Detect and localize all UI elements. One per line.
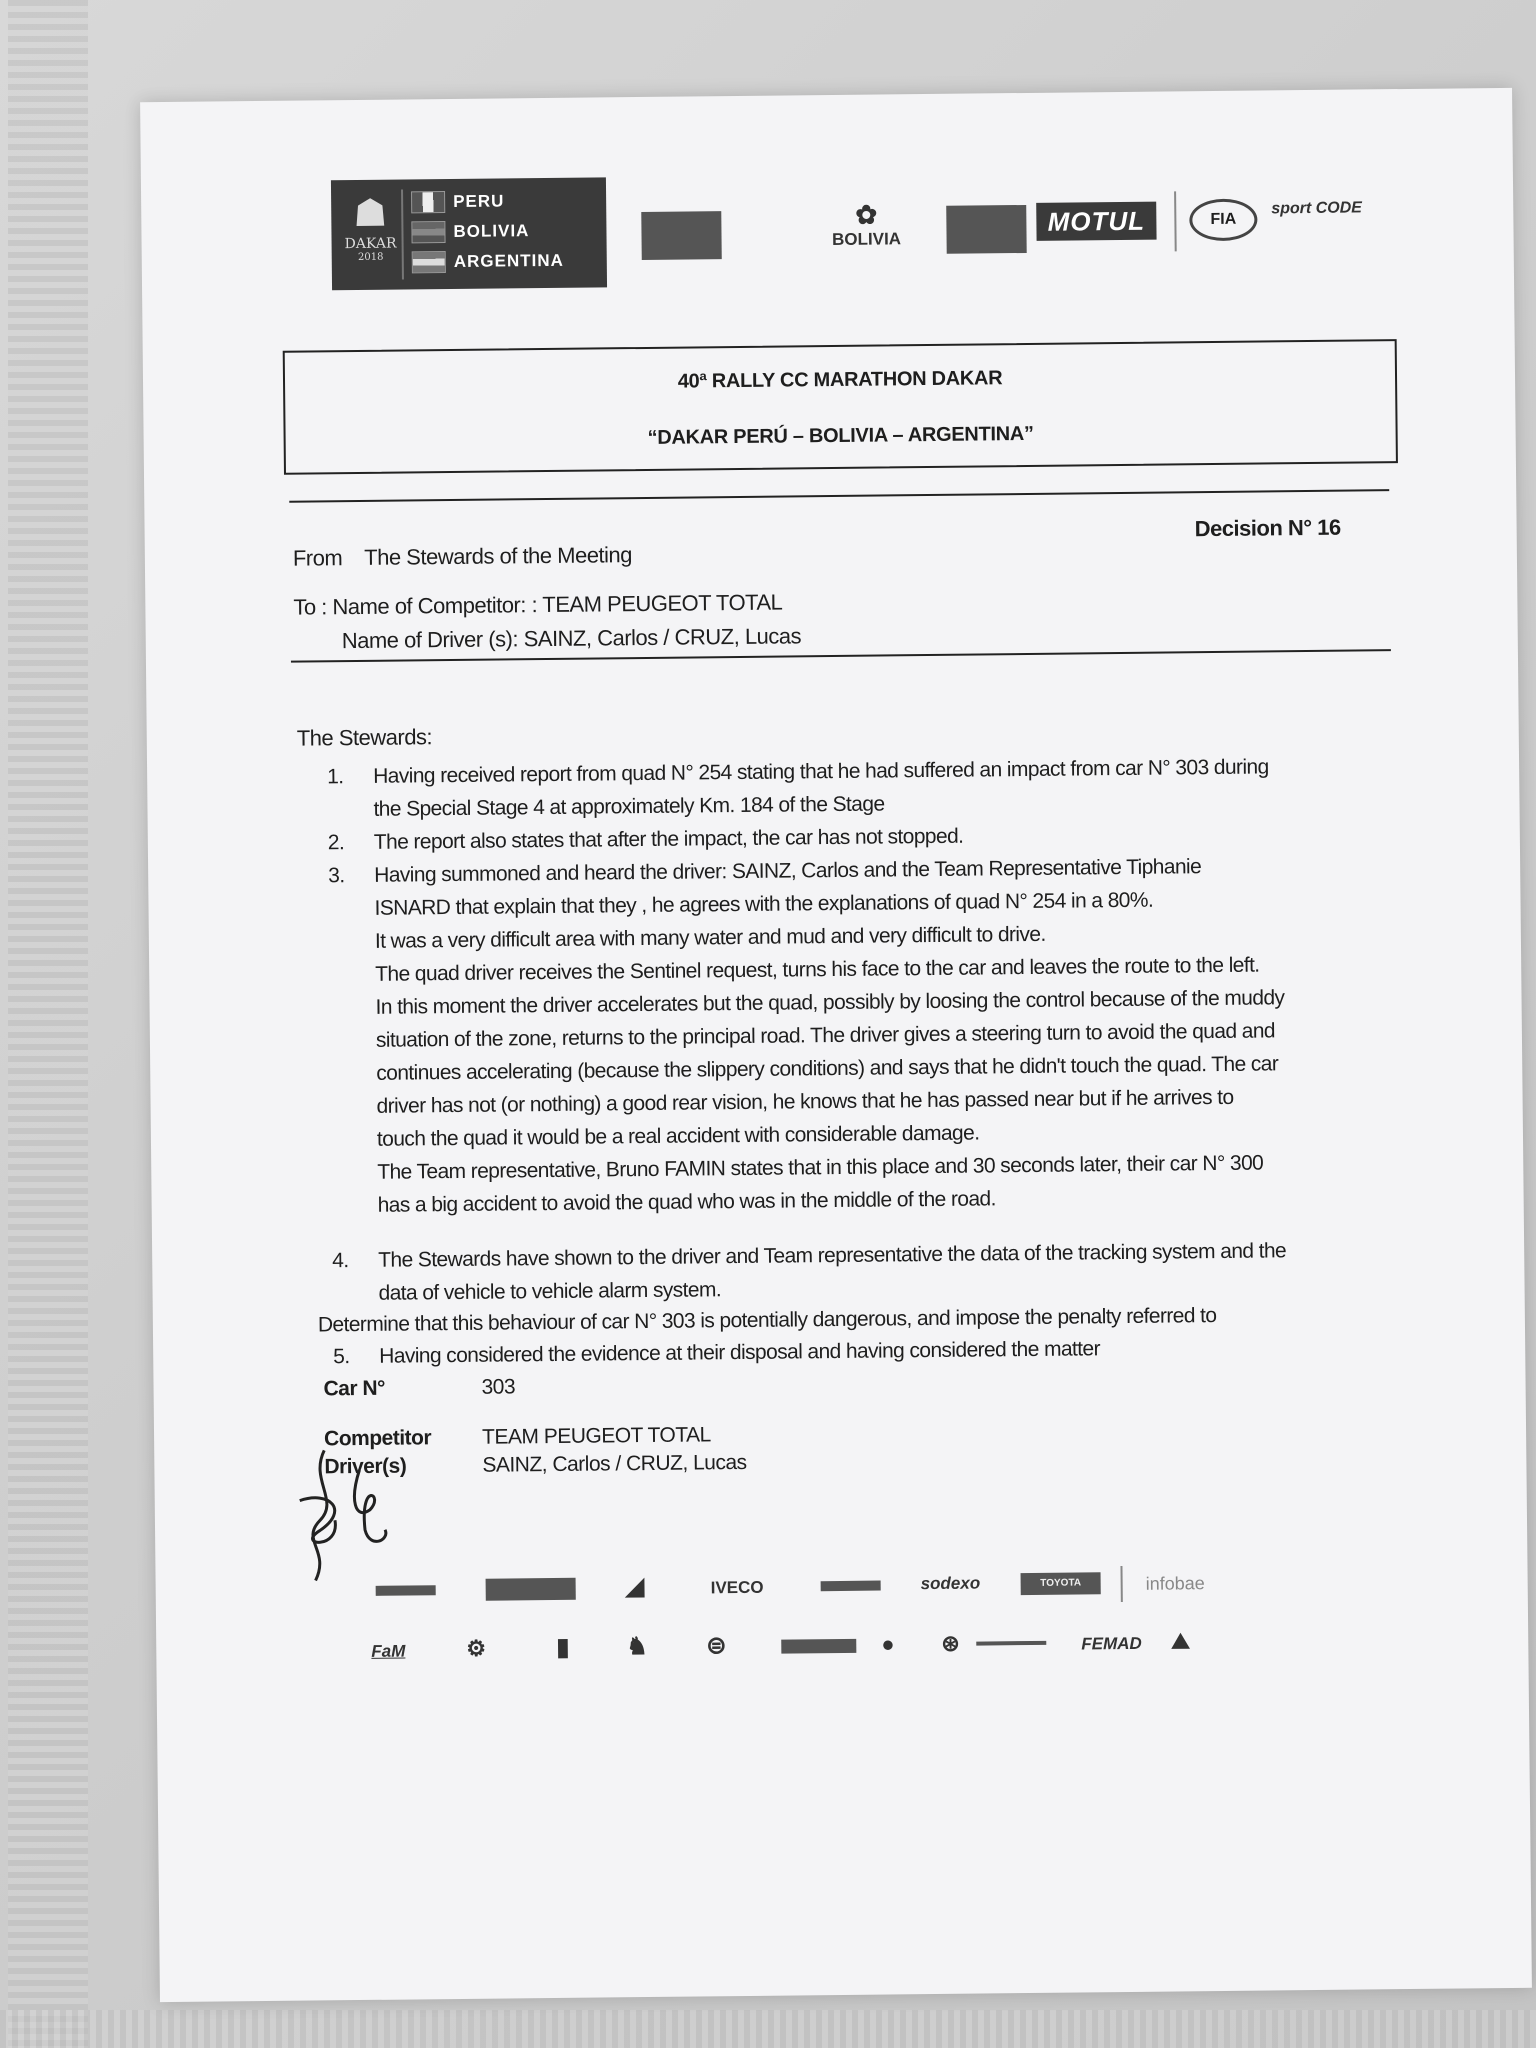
- document-page: [140, 88, 1532, 2002]
- penalty-row-competitor: Competitor TEAM PEUGEOT TOTAL: [323, 1423, 711, 1451]
- footer-sponsors-row2: [371, 1627, 1371, 1677]
- penalty-row-car: Car N° 303: [323, 1375, 516, 1401]
- sponsor-shield-icon: ▮: [556, 1633, 570, 1661]
- list-item: 5. Having considered the evidence at their disposal and having considered the matter: [333, 1337, 1101, 1369]
- dakar-logo: [339, 189, 404, 280]
- country-argentina: ARGENTINA: [412, 246, 564, 278]
- sponsor-emblem-icon: ⊛: [941, 1630, 960, 1656]
- list-item: 1. Having received report from quad N° 254 stating that he had suffered an impact from car N° 303 during the Special Stage 4 at approximately Km. 184 of the Stage: [327, 755, 1269, 821]
- argentina-sponsor-logo: [946, 205, 1026, 254]
- sponsor-circle-icon: ●: [881, 1631, 895, 1657]
- motul-logo: MOTUL: [1036, 202, 1156, 241]
- stewards-heading: The Stewards:: [296, 724, 433, 751]
- from-label: From: [292, 545, 343, 571]
- bolivia-emblem-icon: ✿: [855, 199, 878, 230]
- countries-list: [411, 186, 564, 278]
- fia-logo: FIA: [1189, 199, 1257, 242]
- bolivia-flag-icon: [411, 221, 445, 243]
- sportcode-logo: sport CODE: [1271, 199, 1363, 218]
- stewards-findings-list: [327, 749, 1383, 1373]
- penalty-row-drivers: Driver(s) SAINZ, Carlos / CRUZ, Lucas: [324, 1450, 747, 1479]
- country-bolivia: BOLIVIA: [411, 216, 563, 248]
- footer-sponsors-row1: [376, 1567, 1376, 1617]
- bolivia-sponsor-logo: ✿ BOLIVIA: [811, 199, 922, 250]
- to-block: [293, 585, 801, 658]
- sponsor-sodexo: sodexo: [920, 1573, 981, 1594]
- sponsor-toyota: TOYOTA: [1021, 1572, 1101, 1595]
- rally-title: 40ª RALLY CC MARATHON DAKAR: [677, 367, 1003, 393]
- sponsor-mountain-icon: ⛰: [1171, 1628, 1190, 1654]
- list-item: 4. The Stewards have shown to the driver and Team representative the data of the tracking system and the data of vehicle to vehicle alarm system.: [332, 1239, 1287, 1305]
- sponsor-logo: [781, 1639, 856, 1654]
- drivers-line: Name of Driver (s): SAINZ, Carlos / CRUZ, Lucas: [341, 623, 802, 654]
- decision-number: Decision N° 16: [1194, 514, 1341, 542]
- sponsor-logo: [976, 1641, 1046, 1646]
- stitched-edge-left: [8, 0, 88, 2048]
- logo-divider: [1174, 191, 1177, 251]
- signature: [289, 1439, 431, 1590]
- sponsor-femad: FEMAD: [1081, 1633, 1142, 1654]
- rally-subtitle: “DAKAR PERÚ – BOLIVIA – ARGENTINA”: [647, 422, 1034, 449]
- sponsor-fam: FaM: [371, 1641, 406, 1661]
- touareg-icon: ☗: [352, 190, 388, 236]
- dakar-logo-text: DAKAR: [344, 235, 397, 253]
- dakar-header-logo: [331, 177, 607, 290]
- peru-sponsor-logo: [641, 211, 721, 260]
- dakar-logo-year: 2018: [357, 251, 384, 263]
- sponsor-rider-icon: ♞: [626, 1633, 648, 1661]
- sponsor-infobae: infobae: [1145, 1573, 1205, 1594]
- sponsor-logo: [486, 1578, 576, 1601]
- sponsor-globe-icon: ⊜: [706, 1632, 727, 1660]
- from-line: [293, 542, 632, 572]
- peru-flag-icon: [411, 191, 445, 213]
- title-box: [283, 339, 1398, 475]
- sponsor-wing-icon: ⚙: [466, 1635, 487, 1661]
- list-item: 3. Having summoned and heard the driver: SAINZ, Carlos and the Team Representative Tiphanie ISNARD that explain that they , he agrees with the explanations of quad N° 254 in a 80%. It was a very difficult area with many water and mud and very difficult to drive. The quad driver receives the Sentinel request, turns his face to the car and leaves the route to the left. In this moment the driver accelerates but the quad, possibly by loosing the control because of the muddy situation of the zone, returns to the principal road. The driver gives a steering turn to avoid the quad and continues accelerating (because the slippery conditions) and says that he didn't touch the quad. The car driver has not (or nothing) a good rear vision, he knows that he has passed near but if he arrives to touch the quad it would be a real accident with considerable damage. The Team representative, Bruno FAMIN states that in this place and 30 seconds later, their car N° 300 has a big accident to avoid the quad who was in the middle of the road.: [328, 855, 1285, 1217]
- sponsor-logo: [821, 1581, 881, 1592]
- divider-top: [289, 489, 1389, 503]
- stitched-edge-bottom: [0, 2010, 1536, 2048]
- list-item: 2. The report also states that after the impact, the car has not stopped.: [327, 824, 964, 855]
- footer-divider: [1120, 1566, 1122, 1602]
- sponsor-logo: [376, 1585, 436, 1596]
- country-peru: PERU: [411, 186, 563, 218]
- competitor-line: To : Name of Competitor: : TEAM PEUGEOT TOTAL: [293, 589, 783, 620]
- from-value: The Stewards of the Meeting: [364, 542, 633, 570]
- honda-wing-icon: ◢: [625, 1573, 645, 1601]
- determination-text: Determine that this behaviour of car N° 303 is potentially dangerous, and impose the penalty referred to: [317, 1304, 1217, 1337]
- sponsor-iveco: IVECO: [710, 1577, 764, 1598]
- argentina-flag-icon: [412, 251, 446, 273]
